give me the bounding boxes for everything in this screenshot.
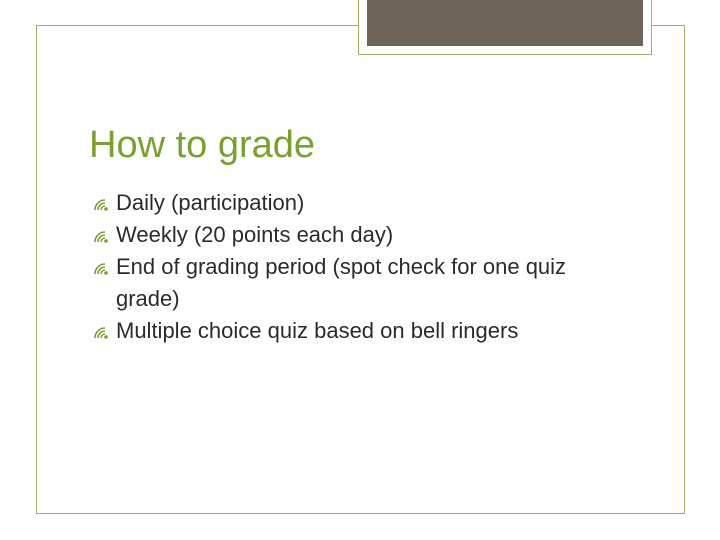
wifi-arc-bullet-icon [92, 324, 114, 340]
wifi-arc-bullet-icon [92, 196, 114, 212]
bullet-item [92, 187, 632, 219]
bullet-text: Daily (participation) [116, 190, 305, 215]
bullet-text: Multiple choice quiz based on bell ringers [116, 318, 519, 343]
header-tab-fill [367, 0, 643, 46]
slide-title: How to grade [89, 124, 316, 166]
bullet-text: Weekly (20 points each day) [116, 222, 394, 247]
bullet-text: End of grading period (spot check for one quiz grade) [116, 254, 567, 311]
header-tab [358, 0, 652, 55]
bullet-item [92, 219, 632, 251]
bullet-item [92, 251, 632, 315]
bullet-item [92, 315, 632, 347]
bullet-list [92, 187, 632, 347]
wifi-arc-bullet-icon [92, 260, 114, 276]
wifi-arc-bullet-icon [92, 228, 114, 244]
